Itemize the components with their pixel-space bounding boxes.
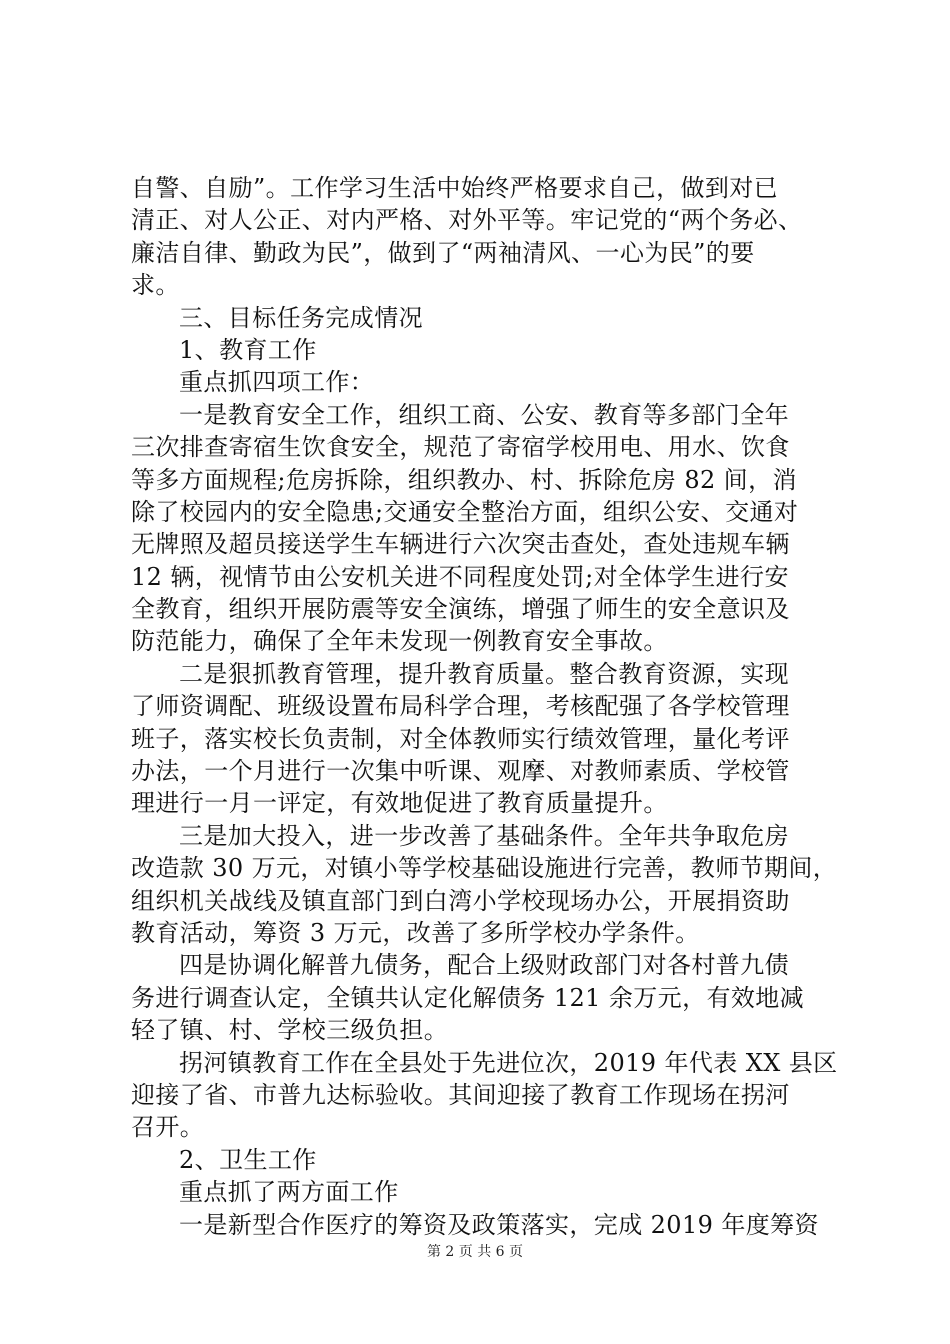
text-line: 清正、对人公正、对内严格、对外平等。牢记党的“两个务必、: [131, 206, 803, 235]
text-line: 除了校园内的安全隐患;交通安全整治方面，组织公安、交通对: [131, 497, 799, 526]
text-line: 轻了镇、村、学校三级负担。: [131, 1016, 449, 1045]
text-line: 重点抓四项工作：: [179, 368, 375, 397]
text-line: 迎接了省、市普九达标验收。其间迎接了教育工作现场在拐河: [131, 1080, 790, 1109]
text-line: 全教育，组织开展防震等安全演练，增强了师生的安全意识及: [131, 595, 790, 624]
text-line: 三是加大投入，进一步改善了基础条件。全年共争取危房: [179, 821, 789, 850]
text-line: 了师资调配、班级设置布局科学合理，考核配强了各学校管理: [131, 692, 790, 721]
text-line: 等多方面规程;危房拆除，组织教办、村、拆除危房 82 间，消: [131, 465, 797, 494]
text-line: 一是教育安全工作，组织工商、公安、教育等多部门全年: [179, 400, 789, 429]
text-line: 三次排查寄宿生饮食安全，规范了寄宿学校用电、用水、饮食: [131, 433, 790, 462]
text-line: 防范能力，确保了全年未发现一例教育安全事故。: [131, 627, 668, 656]
text-line: 无牌照及超员接送学生车辆进行六次突击查处，查处违规车辆: [131, 530, 790, 559]
text-line: 重点抓了两方面工作: [179, 1178, 399, 1207]
text-line: 班子，落实校长负责制，对全体教师实行绩效管理，量化考评: [131, 724, 790, 753]
text-line: 改造款 30 万元，对镇小等学校基础设施进行完善，教师节期间，: [131, 854, 838, 883]
text-line: 教育活动，筹资 3 万元，改善了多所学校办学条件。: [131, 918, 700, 947]
text-line: 2、卫生工作: [179, 1145, 317, 1174]
text-line: 召开。: [131, 1113, 205, 1142]
text-line: 组织机关战线及镇直部门到白湾小学校现场办公，开展捐资助: [131, 886, 790, 915]
text-line: 务进行调查认定，全镇共认定化解债务 121 余万元，有效地减: [131, 983, 805, 1012]
text-line: 自警、自励”。工作学习生活中始终严格要求自己，做到对已: [131, 174, 779, 202]
text-line: 四是协调化解普九债务，配合上级财政部门对各村普九债: [179, 951, 789, 980]
text-line: 求。: [131, 271, 180, 300]
text-line: 三、目标任务完成情况: [179, 303, 423, 332]
text-line: 理进行一月一评定，有效地促进了教育质量提升。: [131, 789, 668, 818]
text-line: 12 辆，视情节由公安机关进不同程度处罚;对全体学生进行安: [131, 562, 789, 591]
text-line: 二是狠抓教育管理，提升教育质量。整合教育资源，实现: [179, 659, 789, 688]
text-line: 1、教育工作: [179, 335, 317, 364]
text-line: 一是新型合作医疗的筹资及政策落实，完成 2019 年度筹资: [179, 1210, 819, 1239]
document-body: [131, 172, 838, 1241]
text-line: 办法，一个月进行一次集中听课、观摩、对教师素质、学校管: [131, 757, 790, 786]
text-line: 拐河镇教育工作在全县处于先进位次，2019 年代表 XX 县区: [179, 1048, 838, 1077]
text-line: 廉洁自律、勤政为民”，做到了“两袖清风、一心为民”的要: [131, 238, 755, 267]
page-footer: 第 2 页 共 6 页: [426, 1244, 524, 1260]
